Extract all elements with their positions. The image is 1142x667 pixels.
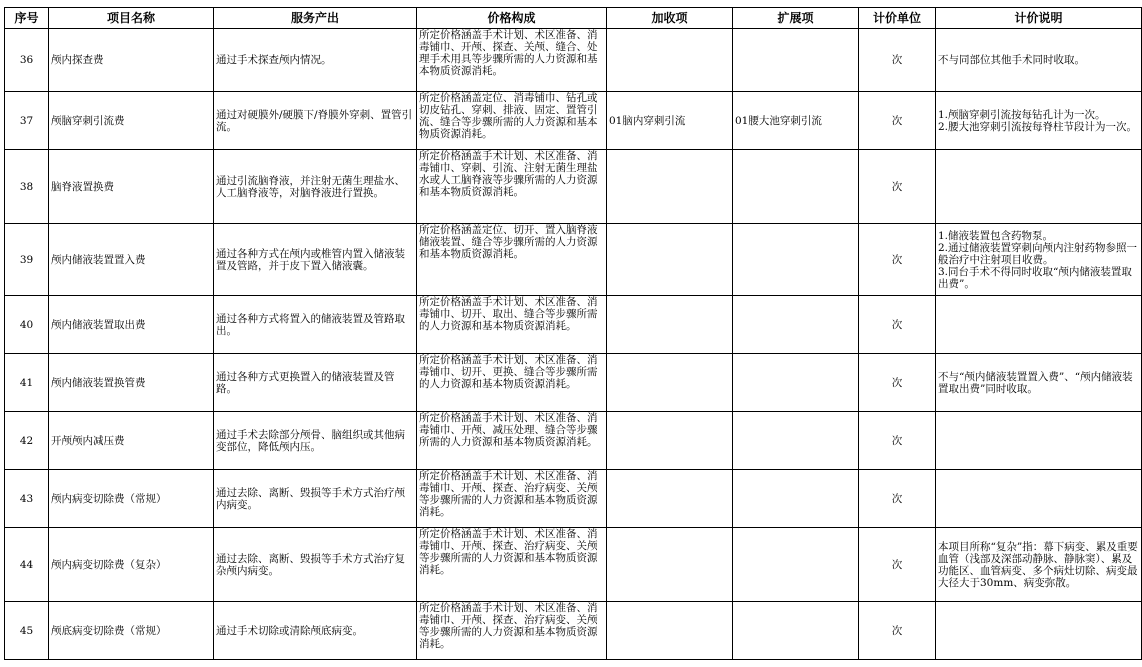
addon-item xyxy=(607,602,733,660)
pricing-description xyxy=(936,470,1142,528)
service-output: 通过手术去除部分颅骨、脑组织或其他病变部位，降低颅内压。 xyxy=(214,412,417,470)
price-composition: 所定价格涵盖手术计划、术区准备、消毒铺巾、切开、取出、缝合等步骤所需的人力资源和基本物质资源消耗。 xyxy=(417,296,607,354)
addon-item xyxy=(607,224,733,296)
price-composition: 所定价格涵盖手术计划、术区准备、消毒铺巾、开颅、探查、关颅、缝合、处理手术用具等步骤所需的人力资源和基本物质资源消耗。 xyxy=(417,29,607,92)
row-number: 44 xyxy=(5,528,49,602)
table-row xyxy=(5,224,1142,296)
row-number: 36 xyxy=(5,29,49,92)
extension-item xyxy=(733,29,859,92)
pricing-description xyxy=(936,150,1142,224)
addon-item xyxy=(607,150,733,224)
item-name: 颅内探查费 xyxy=(49,29,214,92)
header-extension: 扩展项 xyxy=(733,8,859,29)
table-row xyxy=(5,602,1142,660)
item-name: 脑脊液置换费 xyxy=(49,150,214,224)
service-output: 通过各种方式在颅内或椎管内置入储液装置及管路，并于皮下置入储液囊。 xyxy=(214,224,417,296)
addon-item xyxy=(607,412,733,470)
table-row xyxy=(5,92,1142,150)
extension-item xyxy=(733,602,859,660)
service-output: 通过去除、离断、毁损等手术方式治疗复杂颅内病变。 xyxy=(214,528,417,602)
price-composition: 所定价格涵盖手术计划、术区准备、消毒铺巾、穿刺、引流、注射无菌生理盐水或人工脑脊液等步骤所需的人力资源和基本物质资源消耗。 xyxy=(417,150,607,224)
item-name: 颅脑穿刺引流费 xyxy=(49,92,214,150)
pricing-unit: 次 xyxy=(859,150,936,224)
addon-item: 01脑内穿刺引流 xyxy=(607,92,733,150)
header-desc: 计价说明 xyxy=(936,8,1142,29)
service-output: 通过手术探查颅内情况。 xyxy=(214,29,417,92)
pricing-unit: 次 xyxy=(859,470,936,528)
pricing-description: 1.储液装置包含药物泵。 2.通过储液装置穿刺向颅内注射药物参照一般治疗中注射项目收费。 3.同台手术不得同时收取“颅内储液装置取出费”。 xyxy=(936,224,1142,296)
pricing-unit: 次 xyxy=(859,354,936,412)
addon-item xyxy=(607,528,733,602)
row-number: 42 xyxy=(5,412,49,470)
header-name: 项目名称 xyxy=(49,8,214,29)
pricing-description: 1.颅脑穿刺引流按每钻孔计为一次。 2.腰大池穿刺引流按每脊柱节段计为一次。 xyxy=(936,92,1142,150)
header-addon: 加收项 xyxy=(607,8,733,29)
addon-item xyxy=(607,29,733,92)
fee-table xyxy=(4,7,1142,660)
pricing-unit: 次 xyxy=(859,528,936,602)
pricing-description: 不与“颅内储液装置置入费”、“颅内储液装置取出费”同时收取。 xyxy=(936,354,1142,412)
table-row xyxy=(5,296,1142,354)
table-row xyxy=(5,354,1142,412)
header-composition: 价格构成 xyxy=(417,8,607,29)
price-composition: 所定价格涵盖手术计划、术区准备、消毒铺巾、开颅、减压处理、缝合等步骤所需的人力资源和基本物质资源消耗。 xyxy=(417,412,607,470)
addon-item xyxy=(607,296,733,354)
header-output: 服务产出 xyxy=(214,8,417,29)
table-row xyxy=(5,528,1142,602)
addon-item xyxy=(607,470,733,528)
price-composition: 所定价格涵盖手术计划、术区准备、消毒铺巾、切开、更换、缝合等步骤所需的人力资源和基本物质资源消耗。 xyxy=(417,354,607,412)
table-body xyxy=(5,29,1142,660)
service-output: 通过对硬膜外/硬膜下/脊膜外穿刺、置管引流。 xyxy=(214,92,417,150)
service-output: 通过去除、离断、毁损等手术方式治疗颅内病变。 xyxy=(214,470,417,528)
pricing-unit: 次 xyxy=(859,296,936,354)
service-output: 通过各种方式更换置入的储液装置及管路。 xyxy=(214,354,417,412)
extension-item xyxy=(733,224,859,296)
extension-item xyxy=(733,470,859,528)
extension-item xyxy=(733,412,859,470)
item-name: 颅内储液装置换管费 xyxy=(49,354,214,412)
row-number: 41 xyxy=(5,354,49,412)
pricing-description xyxy=(936,412,1142,470)
addon-item xyxy=(607,354,733,412)
row-number: 37 xyxy=(5,92,49,150)
item-name: 颅底病变切除费（常规） xyxy=(49,602,214,660)
row-number: 40 xyxy=(5,296,49,354)
extension-item xyxy=(733,150,859,224)
pricing-description xyxy=(936,602,1142,660)
item-name: 开颅颅内减压费 xyxy=(49,412,214,470)
row-number: 45 xyxy=(5,602,49,660)
table-row xyxy=(5,412,1142,470)
item-name: 颅内病变切除费（常规） xyxy=(49,470,214,528)
service-output: 通过各种方式将置入的储液装置及管路取出。 xyxy=(214,296,417,354)
price-composition: 所定价格涵盖定位、消毒铺巾、钻孔或切皮钻孔、穿刺、排液、固定、置管引流、缝合等步骤所需的人力资源和基本物质资源消耗。 xyxy=(417,92,607,150)
pricing-unit: 次 xyxy=(859,29,936,92)
table-row xyxy=(5,29,1142,92)
price-composition: 所定价格涵盖定位、切开、置入脑脊液储液装置、缝合等步骤所需的人力资源和基本物质资源消耗。 xyxy=(417,224,607,296)
service-output: 通过引流脑脊液，并注射无菌生理盐水、人工脑脊液等，对脑脊液进行置换。 xyxy=(214,150,417,224)
pricing-unit: 次 xyxy=(859,92,936,150)
pricing-description: 不与同部位其他手术同时收取。 xyxy=(936,29,1142,92)
item-name: 颅内储液装置取出费 xyxy=(49,296,214,354)
price-composition: 所定价格涵盖手术计划、术区准备、消毒铺巾、开颅、探查、治疗病变、关颅等步骤所需的人力资源和基本物质资源消耗。 xyxy=(417,470,607,528)
item-name: 颅内储液装置置入费 xyxy=(49,224,214,296)
pricing-unit: 次 xyxy=(859,224,936,296)
price-composition: 所定价格涵盖手术计划、术区准备、消毒铺巾、开颅、探查、治疗病变、关颅等步骤所需的人力资源和基本物质资源消耗。 xyxy=(417,528,607,602)
pricing-description xyxy=(936,296,1142,354)
extension-item xyxy=(733,296,859,354)
price-composition: 所定价格涵盖手术计划、术区准备、消毒铺巾、开颅、探查、治疗病变、关颅等步骤所需的人力资源和基本物质资源消耗。 xyxy=(417,602,607,660)
row-number: 39 xyxy=(5,224,49,296)
pricing-unit: 次 xyxy=(859,602,936,660)
extension-item: 01腰大池穿刺引流 xyxy=(733,92,859,150)
header-no: 序号 xyxy=(5,8,49,29)
row-number: 43 xyxy=(5,470,49,528)
extension-item xyxy=(733,528,859,602)
header-unit: 计价单位 xyxy=(859,8,936,29)
extension-item xyxy=(733,354,859,412)
service-output: 通过手术切除或清除颅底病变。 xyxy=(214,602,417,660)
pricing-unit: 次 xyxy=(859,412,936,470)
table-row xyxy=(5,150,1142,224)
pricing-description: 本项目所称“复杂”指：幕下病变、累及重要血管（浅部及深部动静脉、静脉窦）、累及功能区、血管病变、多个病灶切除、病变最大径大于30mm、病变弥散。 xyxy=(936,528,1142,602)
table-row xyxy=(5,470,1142,528)
header-row xyxy=(5,8,1142,29)
item-name: 颅内病变切除费（复杂） xyxy=(49,528,214,602)
row-number: 38 xyxy=(5,150,49,224)
